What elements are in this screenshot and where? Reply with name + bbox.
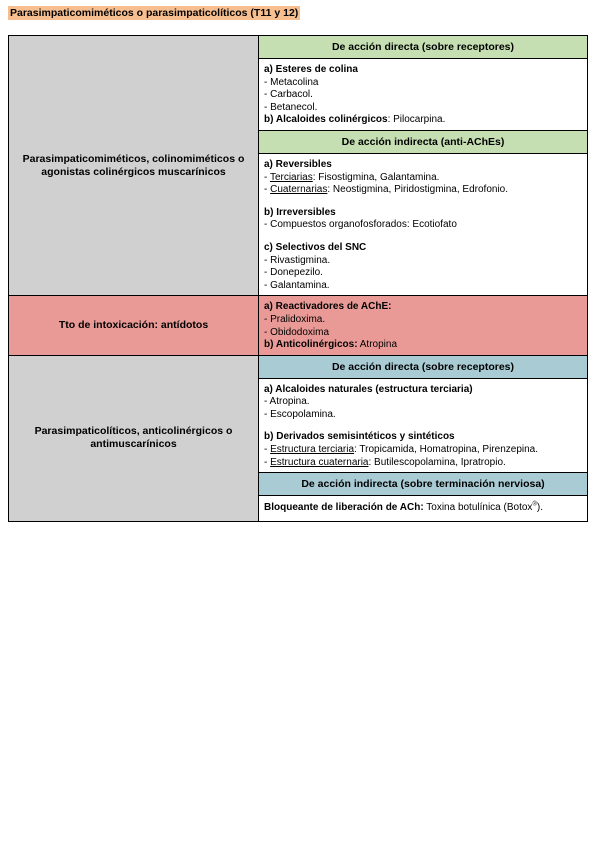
list-item: - Metacolina <box>264 76 319 88</box>
list-item: - Terciarias: Fisostigmina, Galantamina. <box>264 171 440 183</box>
indirect-action-header: De acción indirecta (sobre terminación nerviosa) <box>259 473 588 496</box>
direct-action-content <box>259 59 588 131</box>
list-item: - Pralidoxima. <box>264 313 326 325</box>
choline-esters-heading: a) Esteres de colina <box>264 64 358 75</box>
list-item: - Estructura terciaria: Tropicamida, Homatropina, Pirenzepina. <box>264 444 539 456</box>
cns-selective-heading: c) Selectivos del SNC <box>264 241 367 253</box>
antidotes-content <box>259 296 588 355</box>
section-antidotes-label: Tto de intoxicación: antídotos <box>9 296 259 355</box>
anticholinergics-line: b) Anticolinérgicos: Atropina <box>264 339 398 351</box>
drug-classification-table <box>8 35 588 522</box>
natural-alkaloids-heading: a) Alcaloides naturales (estructura terciaria) <box>264 383 473 395</box>
cholinergic-alkaloids-line: b) Alcaloides colinérgicos: Pilocarpina. <box>264 114 446 126</box>
irreversible-heading: b) Irreversibles <box>264 206 336 218</box>
list-item: - Compuestos organofosforados: Ecotiofato <box>264 219 457 231</box>
section-parasympatholytics-label: Parasimpaticolíticos, anticolinérgicos o antimuscarínicos <box>9 355 259 521</box>
reversible-heading: a) Reversibles <box>264 158 332 170</box>
direct-action-content <box>259 378 588 473</box>
list-item: - Cuaternarias: Neostigmina, Piridostigmina, Edrofonio. <box>264 184 509 196</box>
indirect-action-header: De acción indirecta (anti-AChEs) <box>259 130 588 153</box>
direct-action-header: De acción directa (sobre receptores) <box>259 36 588 59</box>
section-parasympathomimetics-label: Parasimpaticomiméticos, colinomiméticos o agonistas colinérgicos muscarínicos <box>9 36 259 296</box>
list-item: - Escopolamina. <box>264 408 336 420</box>
list-item: - Donepezilo. <box>264 267 323 279</box>
direct-action-header: De acción directa (sobre receptores) <box>259 355 588 378</box>
list-item: - Rivastigmina. <box>264 254 331 266</box>
indirect-action-content <box>259 153 588 295</box>
list-item: - Atropina. <box>264 396 310 408</box>
list-item: - Galantamina. <box>264 279 330 291</box>
list-item: - Estructura cuaternaria: Butilescopolamina, Ipratropio. <box>264 456 506 468</box>
indirect-action-content <box>259 496 588 522</box>
ach-release-blocker-line: Bloqueante de liberación de ACh: Toxina botulínica (Botox®). <box>264 501 543 514</box>
synthetic-derivatives-heading: b) Derivados semisintéticos y sintéticos <box>264 431 455 443</box>
document-title: Parasimpaticomiméticos o parasimpaticolíticos (T11 y 12) <box>10 7 299 19</box>
ache-reactivators-heading: a) Reactivadores de AChE: <box>264 301 392 313</box>
list-item: - Carbacol. <box>264 89 313 101</box>
list-item: - Betanecol. <box>264 101 318 113</box>
list-item: - Obidodoxima <box>264 326 330 338</box>
